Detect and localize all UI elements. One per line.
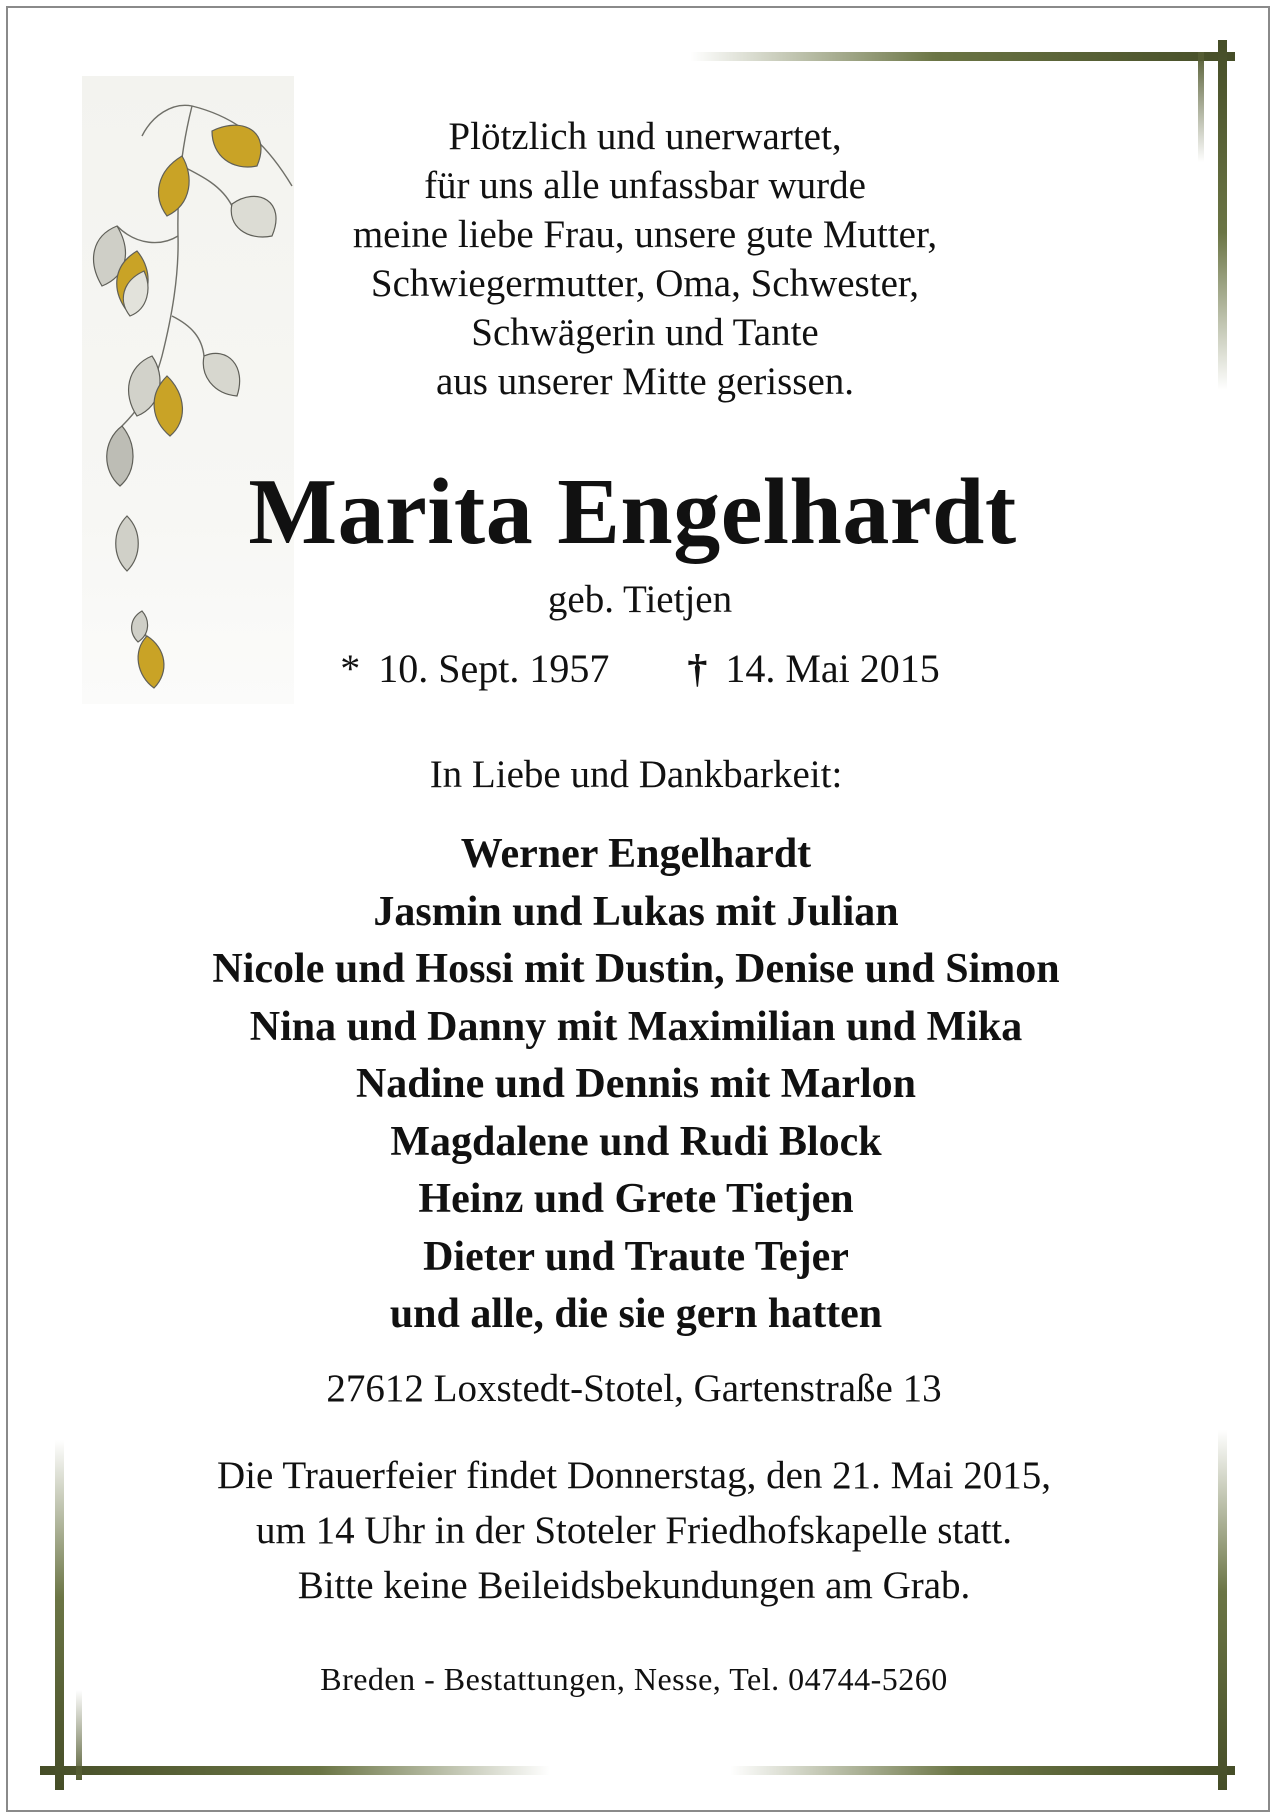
service-line: Bitte keine Beileidsbekundungen am Grab. xyxy=(297,1564,971,1607)
birth-star-icon: * xyxy=(340,646,361,691)
intro-line: für uns alle unfassbar wurde xyxy=(424,164,866,207)
deceased-name: Marita Engelhardt xyxy=(248,460,1017,564)
frame-bar-bottom-left xyxy=(40,1766,550,1775)
family-member: Nicole und Hossi mit Dustin, Denise und Simon xyxy=(212,946,1060,992)
family-member: Magdalene und Rudi Block xyxy=(390,1118,882,1165)
intro-line: Schwiegermutter, Oma, Schwester, xyxy=(370,262,920,305)
frame-bar-top-right xyxy=(690,52,1235,61)
family-list xyxy=(0,826,1272,1344)
family-member: Dieter und Traute Tejer xyxy=(423,1233,849,1280)
family-member: Nina und Danny mit Maximilian und Mika xyxy=(249,1003,1023,1050)
intro-line: aus unserer Mitte gerissen. xyxy=(435,360,855,403)
intro-line: Plötzlich und unerwartet, xyxy=(448,115,842,158)
dedication-text: In Liebe und Dankbarkeit: xyxy=(429,753,843,796)
intro-line: Schwägerin und Tante xyxy=(471,311,819,354)
undertaker-contact: Breden - Bestattungen, Nesse, Tel. 04744-5260 xyxy=(320,1661,948,1697)
death-cross-icon: † xyxy=(687,646,708,691)
family-member: Nadine und Dennis mit Marlon xyxy=(355,1061,917,1107)
family-member: Heinz und Grete Tietjen xyxy=(418,1176,854,1222)
family-member: und alle, die sie gern hatten xyxy=(389,1291,883,1337)
address: 27612 Loxstedt-Stotel, Gartenstraße 13 xyxy=(326,1367,942,1410)
intro-text xyxy=(0,112,1280,406)
family-member: Jasmin und Lukas mit Julian xyxy=(373,888,899,935)
frame-bar-left-bottom-inner xyxy=(76,1690,82,1780)
frame-bar-bottom-right xyxy=(730,1766,1235,1775)
service-line: Die Trauerfeier findet Donnerstag, den 21. Mai 2015, xyxy=(217,1454,1051,1497)
birth-date: 10. Sept. 1957 xyxy=(378,646,610,691)
maiden-name: geb. Tietjen xyxy=(547,578,733,621)
life-dates xyxy=(0,645,1280,692)
intro-line: meine liebe Frau, unsere gute Mutter, xyxy=(352,213,938,256)
family-member: Werner Engelhardt xyxy=(460,831,812,877)
service-line: um 14 Uhr in der Stoteler Friedhofskapelle statt. xyxy=(255,1509,1012,1552)
service-info xyxy=(0,1448,1268,1613)
death-date: 14. Mai 2015 xyxy=(725,646,940,691)
